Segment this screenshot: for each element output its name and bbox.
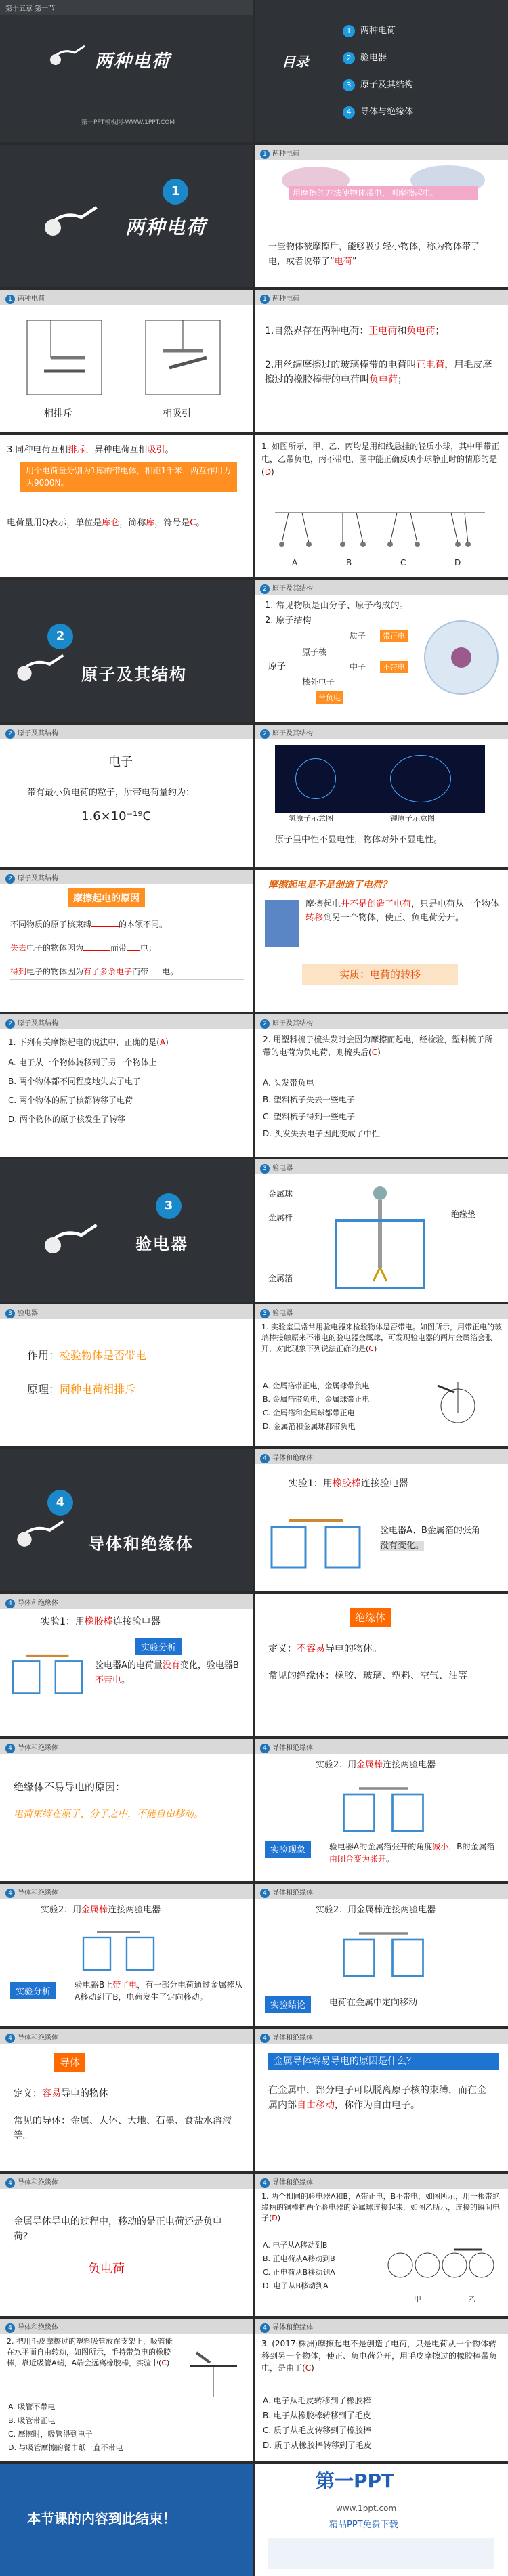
section-4-slide — [0, 1449, 253, 1591]
option-d: D. 两个物体的原子核发生了转移 — [8, 1115, 125, 1124]
slide-insulator-reason — [0, 1739, 253, 1881]
rod-label: 金属杆 — [268, 1213, 293, 1222]
question-text: 2. 用塑料梳子梳头发时会因为摩擦而起电，经检验，塑料梳子所带的电荷为负电荷，则梳头后(C) — [263, 1035, 493, 1057]
atom-models-image — [275, 745, 485, 813]
slide-exp1 — [255, 1449, 508, 1591]
slide-q-zhuzhou — [255, 2319, 508, 2461]
question-text: 金属导体导电的过程中，移动的是正电荷还是负电荷？ — [14, 2216, 222, 2242]
option-b: B. 正电荷从A移动到B — [263, 2254, 335, 2263]
positive-tag: 带正电 — [380, 630, 408, 642]
slide-interaction — [0, 435, 253, 577]
slide-header: 4 导体和绝缘体 — [255, 1449, 508, 1464]
slide-charge-transfer — [255, 870, 508, 1012]
slide-header: 3 验电器 — [0, 1304, 253, 1319]
cause-line-2: 失去电子的物体因为 而带 电； — [10, 941, 244, 956]
toc-item-3[interactable]: 3 原子及其结构 — [343, 77, 413, 91]
slide-conductor-reason — [255, 2029, 508, 2171]
toc-item-1[interactable]: 1 两种电荷 — [343, 23, 396, 37]
slide-header: 3 验电器 — [255, 1159, 508, 1174]
toc-slide — [255, 0, 508, 142]
hand-rod-icon — [14, 647, 68, 685]
attract-caption: 相吸引 — [163, 408, 191, 419]
hand-rod-icon — [47, 41, 88, 68]
hydrogen-caption: 氢原子示意图 — [289, 814, 333, 823]
cover-slide — [0, 0, 253, 142]
section-1-slide — [0, 145, 253, 287]
answer-text: 负电荷 — [88, 2262, 125, 2276]
electron-charge: 1.6×10⁻¹⁹C — [81, 809, 152, 823]
section-title: 两种电荷 — [125, 216, 207, 238]
analysis-note: 验电器A的电荷量没有变化，验电器B不带电。 — [95, 1660, 239, 1686]
conclusion-note: 电荷在金属中定向移动 — [329, 1998, 418, 2008]
option-a: A. 金属箔带正电，金属球带负电 — [263, 1381, 370, 1390]
slide-two-charges — [255, 290, 508, 432]
option-c: C. 正电荷从B移动到A — [263, 2268, 335, 2277]
option-d: D. 电子从B移动到A — [263, 2281, 329, 2290]
foil-label: 金属箔 — [268, 1274, 293, 1283]
slide-electroscope-parts — [255, 1159, 508, 1302]
slide-insulator — [255, 1594, 508, 1736]
toc-item-2[interactable]: 2 验电器 — [343, 50, 387, 64]
slide-conductor — [0, 2029, 253, 2171]
brand-slogan: 精品PPT免费下载 — [329, 2520, 398, 2530]
neutral-text: 原子呈中性不显电性，物体对外不显电性。 — [275, 835, 443, 845]
option-a: A. 头发带负电 — [263, 1078, 314, 1088]
slide-atom-models — [255, 725, 508, 867]
section-number: 1 — [163, 179, 188, 205]
chapter-bar — [0, 0, 253, 15]
slide-header: 4 导体和绝缘体 — [0, 1884, 253, 1899]
slide-q-friction — [0, 1014, 253, 1157]
electroscope-icon — [322, 1180, 438, 1295]
charge-unit-text: 电荷量用Q表示，单位是库仑，简称库，符号是C。 — [7, 518, 205, 528]
analysis-note: 验电器B上带了电，有一部分电荷通过金属棒从A移动到了B，电荷发生了定向移动。 — [75, 1980, 243, 2002]
lithium-caption: 锂原子示意图 — [390, 814, 435, 823]
option-a: A. 电子从A移动到B — [263, 2241, 328, 2250]
ball-label: 金属球 — [268, 1189, 293, 1199]
structure-text-2: 2. 原子结构 — [265, 616, 312, 626]
slide-exp1-analysis — [0, 1594, 253, 1736]
conductor-def: 定义：容易导电的物体 — [14, 2088, 108, 2099]
question-text: 2. 把用毛皮摩擦过的塑料吸管放在支架上，吸管能在水平面自由转动，如图所示，手持带负电的橡胶棒，靠近吸管A端，A端会远离橡胶棒，实验中(C) — [7, 2337, 173, 2367]
slide-header: 4 导体和绝缘体 — [255, 2174, 508, 2189]
slide-question-balls — [255, 435, 508, 577]
slide-electron — [0, 725, 253, 867]
use-text: 作用：检验物体是否带电 — [27, 1349, 147, 1362]
toc-item-4[interactable]: 4 导体与绝缘体 — [343, 104, 413, 119]
slide-header: 1 两种电荷 — [255, 145, 508, 160]
structure-text-1: 1. 常见物质是由分子、原子构成的。 — [265, 601, 408, 611]
slide-header: 4 导体和绝缘体 — [255, 2029, 508, 2044]
electron-label: 核外电子 — [302, 677, 335, 687]
slide-header: 2 原子及其结构 — [255, 1014, 508, 1029]
negative-tag: 带负电 — [316, 691, 343, 704]
ending-text: 本节课的内容到此结束！ — [27, 2510, 176, 2527]
section-title: 原子及其结构 — [81, 665, 187, 684]
option-c: C. 摩擦时，吸管得到电子 — [8, 2430, 93, 2439]
conductor-title: 导体 — [54, 2053, 85, 2072]
nucleus-image — [451, 647, 471, 668]
slide-q-copper-rod — [255, 2174, 508, 2316]
slide-header: 4 导体和绝缘体 — [0, 1739, 253, 1754]
section-number: 4 — [47, 1490, 73, 1516]
slide-q-comb — [255, 1014, 508, 1157]
option-a: A. 吸管不带电 — [8, 2403, 56, 2411]
insulator-def: 定义：不容易导电的物体。 — [268, 1644, 382, 1654]
experiment-title: 实验2：用金属棒连接两验电器 — [316, 1760, 436, 1770]
ending-slide — [0, 2464, 253, 2576]
neutral-tag: 不带电 — [380, 661, 408, 673]
reason-text: 在金属中，部分电子可以脱离原子核的束缚，而在金属内部自由移动，称作为自由电子。 — [268, 2085, 486, 2111]
option-c: C. 金属箔和金属球都带正电 — [263, 1409, 355, 1417]
slide-repel-attract — [0, 290, 253, 432]
rod-image — [265, 900, 299, 947]
slide-header: 4 导体和绝缘体 — [255, 2319, 508, 2334]
slide-header: 3 验电器 — [255, 1304, 508, 1319]
slide-header: 4 导体和绝缘体 — [255, 1884, 508, 1899]
friction-banner: 用摩擦的方法使物体带电，叫摩擦起电。 — [289, 186, 478, 200]
option-b: B. 两个物体都不同程度地失去了电子 — [8, 1077, 141, 1086]
phenomenon-note: 验电器A的金属箔张开的角度减小，B的金属箔由闭合变为张开。 — [329, 1842, 495, 1864]
slide-exp2-conclusion — [255, 1884, 508, 2026]
section-number: 3 — [156, 1193, 182, 1219]
analysis-tag: 实验分析 — [135, 1638, 182, 1655]
electron-title: 电子 — [108, 755, 133, 769]
option-a-label: A — [292, 558, 298, 567]
neutron-label: 中子 — [350, 662, 366, 672]
option-b-label: B — [346, 558, 352, 567]
straw-figure-icon — [183, 2346, 244, 2400]
question-text: 1. 下列有关摩擦起电的说法中，正确的是(A) — [8, 1037, 169, 1047]
slide-friction-cause — [0, 870, 253, 1012]
option-d: D. 金属箔和金属球都带负电 — [263, 1422, 356, 1431]
cause-line-3: 得到电子的物体因为有了多余电子而带 电。 — [10, 964, 244, 980]
slide-header: 4 导体和绝缘体 — [0, 2029, 253, 2044]
slide-header: 4 导体和绝缘体 — [0, 2319, 253, 2334]
interaction-text: 3.同种电荷互相排斥，异种电荷互相吸引。 — [7, 445, 174, 455]
transfer-text: 摩擦起电并不是创造了电荷，只是电荷从一个物体转移到另一个物体，使正、负电荷分开。 — [305, 899, 500, 923]
slide-friction — [255, 145, 508, 287]
attract-figure-icon — [142, 317, 224, 398]
question-text: 1. 两个相同的验电器A和B，A带正电，B不带电，如图所示，用一根带绝缘柄的铜棒把两个验电器的金属球连接起来，如图乙所示，连接的瞬间电子(D) — [261, 2192, 501, 2223]
slide-electroscope-use — [0, 1304, 253, 1446]
slide-header: 2 原子及其结构 — [255, 725, 508, 739]
electroscopes-icon — [75, 1921, 163, 1975]
analysis-tag: 实验分析 — [10, 1982, 56, 1999]
chapter-label: 第十五章 第一节 — [5, 5, 56, 13]
slide-header: 2 原子及其结构 — [255, 580, 508, 595]
section-number: 2 — [47, 624, 73, 649]
slide-atom-structure — [255, 580, 508, 722]
slide-header: 2 原子及其结构 — [0, 1014, 253, 1029]
watermark: 第一PPT模板网-WWW.1PPT.COM — [81, 119, 175, 126]
slide-q-electroscope — [255, 1304, 508, 1446]
slide-exp2-analysis — [0, 1884, 253, 2026]
hydrogen-orbit — [295, 758, 336, 799]
slide-header: 1 两种电荷 — [0, 290, 253, 305]
insulator-title: 绝缘体 — [350, 1608, 391, 1627]
option-b: B. 金属箔带负电，金属球带正电 — [263, 1395, 370, 1404]
coulomb-note: 用个电荷量分别为1库的带电体，相距1千米，两互作用力为9000N。 — [20, 462, 237, 492]
option-b: B. 塑料梳子失去一些电子 — [263, 1095, 355, 1104]
experiment-title: 实验2：用金属棒连接两验电器 — [41, 1905, 161, 1915]
toc-title: 目录 — [282, 53, 309, 70]
slide-exp2 — [255, 1739, 508, 1881]
electroscopes-icon — [268, 1507, 363, 1574]
option-b: B. 电子从橡胶棒转移到了毛皮 — [263, 2411, 371, 2420]
repel-figure-icon — [24, 317, 105, 398]
hand-rod-icon — [41, 1217, 102, 1258]
section-title: 导体和绝缘体 — [88, 1534, 194, 1553]
cause-line-1: 不同物质的原子核束缚 的本领不同。 — [10, 917, 244, 932]
option-c: C. 质子从毛皮转移到了橡胶棒 — [263, 2426, 372, 2435]
electroscope-figure-icon — [431, 1379, 485, 1433]
reason-text: 电荷束缚在原子、分子之中，不能自由移动。 — [14, 1809, 203, 1820]
two-charges-text: 1.自然界存在两种电荷：正电荷和负电荷； — [265, 326, 445, 337]
question-text: 1. 实验室里常常用验电器来检验物体是否带电。如图所示，用带正电的玻璃棒接触原来不带电的验电器金属球，可发现验电器的两片金属箔会张开，对此现象下列说法正确的是(C) — [261, 1323, 502, 1353]
brand-logo: 第一PPT — [316, 2470, 395, 2492]
experiment-title: 实验2：用金属棒连接两验电器 — [316, 1905, 436, 1915]
slide-q-charge-carrier — [0, 2174, 253, 2316]
repel-caption: 相排斥 — [44, 408, 72, 419]
insulator-examples: 常见的绝缘体：橡胶、玻璃、塑料、空气、油等 — [268, 1671, 467, 1681]
copper-rod-figure-icon — [383, 2241, 499, 2289]
hand-rod-icon — [41, 199, 102, 240]
slide-header: 2 原子及其结构 — [0, 725, 253, 739]
brand-url[interactable]: www.1ppt.com — [336, 2504, 397, 2513]
reason-title: 金属导体容易导电的原因是什么？ — [268, 2053, 499, 2070]
option-c: C. 塑料梳子得到一些电子 — [263, 1112, 356, 1121]
option-d-label: D — [454, 558, 461, 567]
figure-yi-label: 乙 — [468, 2295, 475, 2304]
experiment-title: 实验1：用橡胶棒连接验电器 — [41, 1616, 161, 1627]
cover-title: 两种电荷 — [95, 51, 171, 72]
experiment-note: 验电器A、B金属箔的张角 没有变化。 — [380, 1526, 480, 1551]
question-text: 3. (2017·株洲)摩擦起电不是创造了电荷，只是电荷从一个物体转移到另一个物体，使正、负电荷分开，用毛皮摩擦过的橡胶棒带负电，是由于(C) — [261, 2339, 498, 2373]
slide-header: 4 导体和绝缘体 — [255, 1739, 508, 1754]
option-d: D. 与吸管摩擦的餐巾纸一直不带电 — [8, 2443, 123, 2452]
option-d: D. 质子从橡胶棒转移到了毛皮 — [263, 2441, 372, 2450]
slide-header: 2 原子及其结构 — [0, 870, 253, 884]
option-c: C. 两个物体的原子核都转移了电荷 — [8, 1096, 133, 1105]
option-a: A. 电子从毛皮转移到了橡胶棒 — [263, 2396, 371, 2405]
transfer-title: 摩擦起电是不是创造了电荷？ — [268, 880, 391, 890]
electroscopes-icon — [10, 1638, 85, 1706]
option-d: D. 头发失去电子因此变成了中性 — [263, 1129, 380, 1138]
section-3-slide — [0, 1159, 253, 1302]
atom-label: 原子 — [268, 662, 287, 672]
nucleus-label: 原子核 — [302, 647, 327, 657]
principle-text: 原理：同种电荷相排斥 — [27, 1383, 136, 1396]
section-title: 验电器 — [135, 1235, 188, 1253]
slide-header: 4 导体和绝缘体 — [0, 2174, 253, 2189]
experiment-title: 实验1：用橡胶棒连接验电器 — [289, 1478, 408, 1489]
electroscopes-icon — [336, 1921, 431, 1982]
question-text: 1. 如图所示，甲、乙、丙均是用细线悬挂的轻质小球，其中甲带正电，乙带负电，丙不带电，图中能正确反映小球静止时的情形的是(D) — [261, 442, 500, 477]
conclusion-tag: 实验结论 — [265, 1996, 311, 2013]
friction-text: 一些物体被摩擦后，能够吸引轻小物体，称为物体带了电，或者说带了“电荷” — [268, 242, 480, 267]
proton-label: 质子 — [350, 631, 366, 641]
option-b: B. 吸管带正电 — [8, 2416, 56, 2425]
ad-slide — [255, 2464, 508, 2576]
electroscopes-icon — [336, 1776, 431, 1837]
section-2-slide — [0, 580, 253, 722]
insulator-label: 绝缘垫 — [451, 1209, 476, 1219]
reason-title: 绝缘体不易导电的原因： — [14, 1781, 126, 1793]
slide-q-straw — [0, 2319, 253, 2461]
cause-title: 摩擦起电的原因 — [68, 888, 145, 907]
phenomenon-tag: 实验现象 — [265, 1841, 311, 1858]
slide-header: 4 导体和绝缘体 — [0, 1594, 253, 1609]
lithium-orbit — [390, 755, 451, 802]
ad-thumbnails — [268, 2538, 494, 2569]
hand-rod-icon — [14, 1514, 68, 1551]
option-a: A. 电子从一个物体转移到了另一个物体上 — [8, 1058, 157, 1067]
option-c-label: C — [400, 558, 406, 567]
slide-header: 1 两种电荷 — [255, 290, 508, 305]
essence-box: 实质：电荷的转移 — [302, 964, 458, 985]
figure-jia-label: 甲 — [414, 2295, 421, 2304]
conductor-examples: 常见的导体：金属、人体、大地、石墨、食盐水溶液等。 — [14, 2116, 232, 2141]
electron-text: 带有最小负电荷的粒子，所带电荷量约为： — [27, 788, 195, 798]
charge-definition: 2.用丝绸摩擦过的玻璃棒带的电荷叫正电荷，用毛皮摩擦过的橡胶棒带的电荷叫负电荷； — [265, 360, 492, 385]
